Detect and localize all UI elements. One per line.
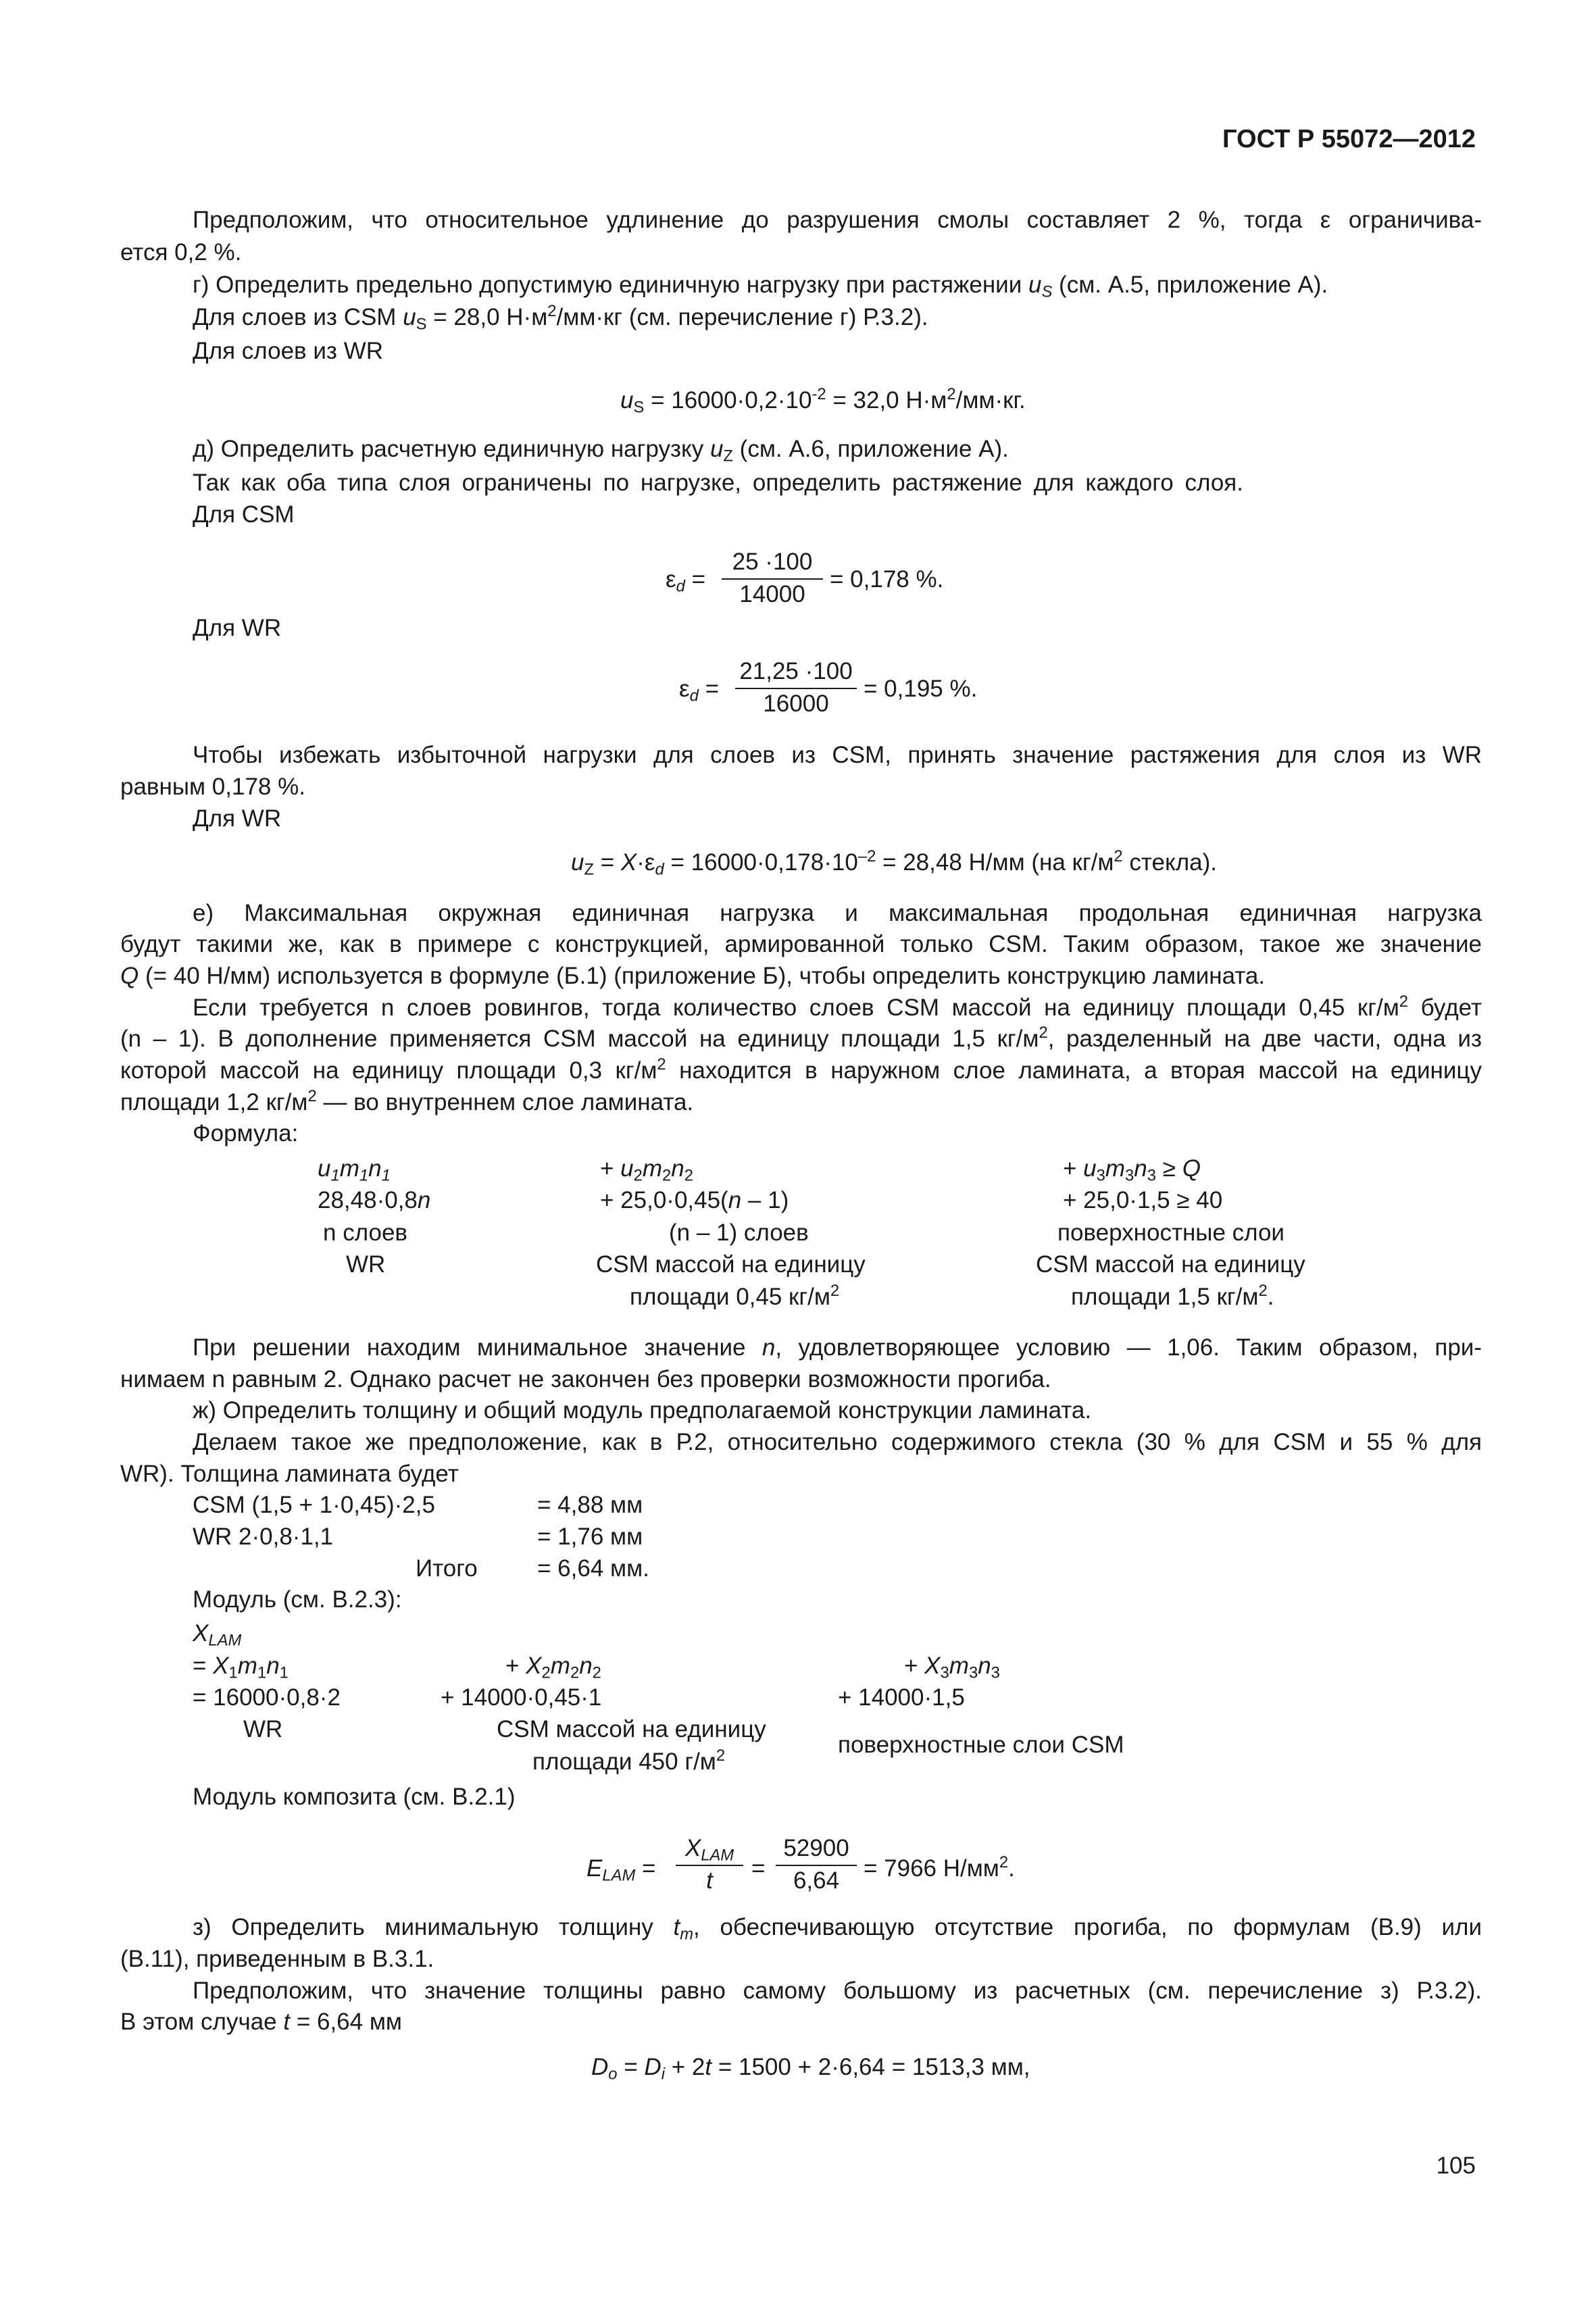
thickness-value-csm: = 4,88 мм: [537, 1492, 643, 1518]
item-e-line1: е) Максимальная окружная единичная нагрузка и максимальная продольная единичная нагрузка: [193, 900, 1482, 926]
item-d-line6: Для WR: [193, 805, 282, 832]
page-number: 105: [1436, 2153, 1476, 2179]
modulus-caption-2a: CSM массой на единицу: [497, 1716, 766, 1742]
fraction-xlam-t: [676, 1835, 743, 1894]
equation-do: $D_o = D_i + 2t = 1500 + 2\cdot 6,64 = 1513,3$ мм,: [591, 2054, 1030, 2084]
equation-uz: $u_Z = X\cdot\varepsilon_d = 16000\cdot 0,178\cdot 10^{-2} = 28,48$ Н/мм (на $кг/м^2$ стекла).: [571, 847, 1217, 879]
item-d-line5b: равным 0,178 %.: [120, 774, 305, 800]
item-e-line6: которой массой на единицу площади 0,3 $кг/м^2$ находится в наружном слое ламината, а вторая массой на единицу: [120, 1055, 1482, 1084]
document-code: ГОСТ Р 55072—2012: [1222, 125, 1476, 153]
fraction-csm: [722, 549, 823, 608]
formula-term-2-area: площади 0,45 $кг/м^2$: [630, 1281, 840, 1310]
thickness-row-wr: WR 2·0,8·1,1: [193, 1524, 334, 1550]
thickness-value-wr: = 1,76 мм: [537, 1524, 643, 1550]
item-e-line3: Q (= 40 Н/мм) используется в формуле (Б.1) (приложение Б), чтобы определить конструкцию ламината.: [120, 963, 1266, 989]
formula-term-2-values: + 25,0·0,45(n – 1): [600, 1187, 789, 1213]
paragraph-line: Предположим, что относительное удлинение до разрушения смолы составляет 2 %, тогда ε ограничива-: [193, 207, 1482, 233]
modulus-values-1: = 16000·0,8·2: [193, 1684, 341, 1711]
fraction-denominator: 6,64: [793, 1867, 840, 1894]
epsilon-d-2: $\varepsilon_d$ =: [679, 676, 720, 705]
item-g-line1: г) Определить предельно допустимую единичную нагрузку при растяжении $u_S$ (см. А.5, приложение А).: [193, 272, 1328, 301]
formula-term-3-caption: поверхностные слои: [1057, 1219, 1285, 1246]
xlam-symbol: $X_{LAM}$: [193, 1620, 242, 1650]
fraction-denominator: 16000: [763, 690, 829, 717]
thickness-row-csm: CSM (1,5 + 1·0,45)·2,5: [193, 1492, 435, 1518]
formula-term-3-material: CSM массой на единицу: [1036, 1251, 1305, 1278]
item-e-line4: Если требуется n слоев ровингов, тогда количество слоев CSM массой на единицу площади 0,45 $кг/м^2$ будет: [193, 992, 1482, 1021]
fraction-result: = 0,178 %.: [830, 566, 944, 593]
item-zh-line1: ж) Определить толщину и общий модуль предполагаемой конструкции ламината.: [193, 1397, 1092, 1424]
item-g-line3: Для слоев из WR: [193, 338, 383, 364]
item-d-line5: Чтобы избежать избыточной нагрузки для слоев из CSM, принять значение растяжения для слоя из WR: [193, 742, 1482, 768]
formula-term-3-area: площади 1,5 $кг/м^2$.: [1071, 1281, 1274, 1310]
formula-term-2: + $u_2m_2n_2$: [600, 1155, 694, 1185]
thickness-total-value: = 6,64 мм.: [537, 1555, 649, 1582]
modulus-heading: Модуль (см. В.2.3):: [193, 1586, 402, 1613]
composite-modulus-heading: Модуль композита (см. В.2.1): [193, 1784, 516, 1810]
solution-line1: При решении находим минимальное значение n, удовлетворяющее условию — 1,06. Таким образом, при-: [193, 1334, 1482, 1361]
modulus-term-1: = $X_1m_1n_1$: [193, 1653, 289, 1682]
epsilon-d-1: $\varepsilon_d$ =: [666, 566, 706, 596]
formula-term-1-caption: n слоев: [323, 1219, 408, 1246]
equals-sign: =: [751, 1855, 766, 1882]
modulus-values-3: + 14000·1,5: [838, 1684, 965, 1711]
modulus-caption-1: WR: [243, 1716, 283, 1742]
item-d-line2: Так как оба типа слоя ограничены по нагрузке, определить растяжение для каждого слоя.: [193, 470, 1243, 496]
item-e-line5: (n – 1). В дополнение применяется CSM массой на единицу площади 1,5 $кг/м^2$, разделенный на две части, одна из: [120, 1023, 1482, 1052]
fraction-numerator: $X_{LAM}$: [676, 1835, 743, 1866]
item-d-line4: Для WR: [193, 615, 282, 641]
formula-term-3: + $u_3m_3n_3 \ge Q$: [1063, 1155, 1201, 1185]
item-z-line2: (В.11), приведенным в В.3.1.: [120, 1946, 434, 1972]
fraction-52900: [776, 1835, 857, 1894]
fraction-denominator: t: [706, 1867, 713, 1894]
fraction-denominator: 14000: [739, 581, 805, 607]
fraction-numerator: 25 ·100: [722, 549, 823, 580]
modulus-term-3: + $X_3m_3n_3$: [904, 1653, 1000, 1682]
formula-term-1-values: 28,48·0,8n: [318, 1187, 431, 1213]
modulus-term-2: + $X_2m_2n_2$: [505, 1653, 601, 1682]
equation-us: $u_S = 16000\cdot 0,2\cdot 10^{-2} = 32,0$ $Н\cdot м^2/мм\cdot кг$.: [620, 384, 1026, 417]
formula-term-2-caption: (n – 1) слоев: [669, 1219, 809, 1246]
formula-term-2-material: CSM массой на единицу: [596, 1251, 866, 1278]
formula-term-1: $u_1m_1n_1$: [318, 1155, 391, 1185]
fraction-numerator: 21,25 ·100: [735, 658, 857, 689]
paragraph-line: ется 0,2 %.: [120, 239, 242, 266]
formula-label: Формула:: [193, 1120, 299, 1147]
item-zh-line3: WR). Толщина ламината будет: [120, 1461, 459, 1487]
item-d-line1: д) Определить расчетную единичную нагрузку $u_Z$ (см. А.6, приложение А).: [193, 436, 1009, 466]
item-g-line2: Для слоев из CSM $u_S = 28,0$ $Н\cdot м^2/мм\cdot кг$ (см. перечисление г) Р.3.2).: [193, 301, 928, 334]
modulus-values-2: + 14000·0,45·1: [441, 1684, 602, 1711]
item-z-line3: Предположим, что значение толщины равно самому большому из расчетных (см. перечисление з) Р.3.2).: [193, 1978, 1482, 2004]
fraction-numerator: 52900: [776, 1835, 857, 1866]
item-z-line4: В этом случае t = 6,64 мм: [120, 2009, 402, 2035]
fraction-wr: [735, 658, 857, 718]
item-zh-line2: Делаем такое же предположение, как в Р.2, относительно содержимого стекла (30 % для CSM и 55 % для: [193, 1429, 1482, 1455]
formula-term-3-values: + 25,0·1,5 ≥ 40: [1063, 1187, 1223, 1213]
modulus-caption-2b: площади 450 $г/м^2$: [532, 1746, 726, 1775]
elam-symbol: $E_{LAM}$ =: [587, 1855, 656, 1885]
item-z-line1: з) Определить минимальную толщину $t_m$, обеспечивающую отсутствие прогиба, по формулам (В.9) или: [193, 1914, 1482, 1944]
solution-line2: нимаем n равным 2. Однако расчет не закончен без проверки возможности прогиба.: [120, 1366, 1051, 1392]
modulus-caption-3: поверхностные слои CSM: [838, 1732, 1124, 1758]
item-e-line7: площади 1,2 $кг/м^2$ — во внутреннем слое ламината.: [120, 1086, 694, 1115]
elam-result: = 7966 $Н/мм^2$.: [864, 1853, 1015, 1882]
thickness-total-label: Итого: [416, 1555, 478, 1582]
fraction-result: = 0,195 %.: [864, 676, 978, 702]
item-d-line3: Для CSM: [193, 501, 295, 528]
item-e-line2: будут такими же, как в примере с конструкцией, армированной только CSM. Таким образом, такое же значение: [120, 931, 1482, 957]
formula-term-1-material: WR: [346, 1251, 386, 1278]
